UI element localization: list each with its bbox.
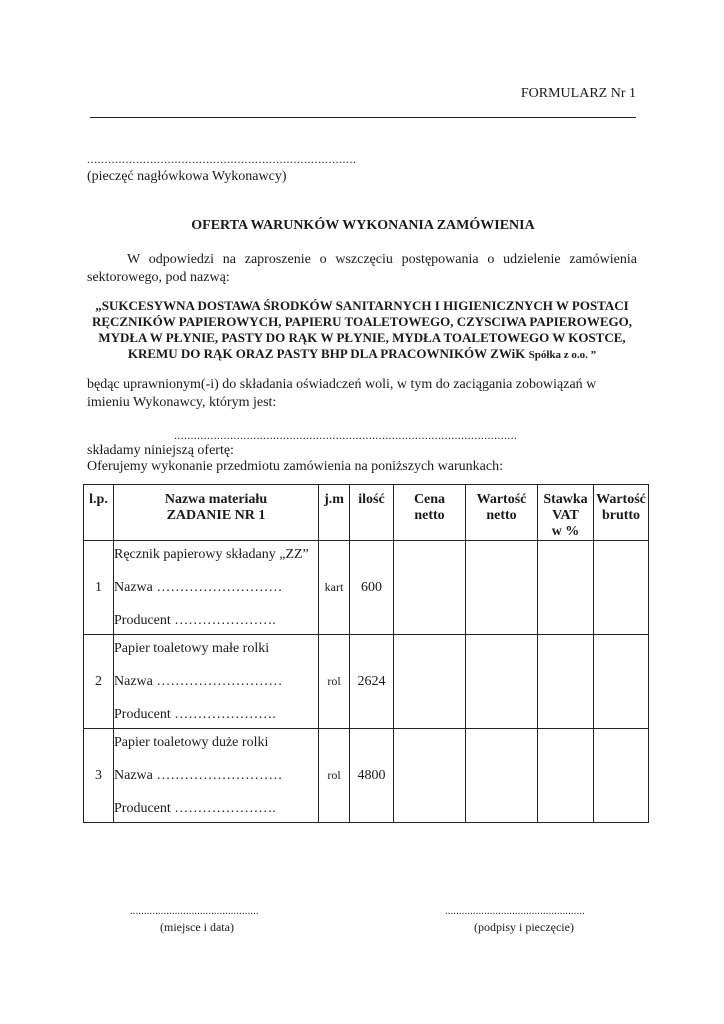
row-lp: 1	[84, 541, 114, 635]
header-material-name-line-2: ZADANIE NR 1	[166, 508, 266, 523]
authorization-paragraph: będąc uprawnionym(-i) do składania oświadczeń woli, w tym do zaciągania zobowiązań w imieniu Wykonawcy, którym jest:	[87, 377, 597, 410]
material-producer-field[interactable]: Producent ………………….	[114, 612, 276, 628]
signatures-dots: ..................................................	[445, 906, 585, 917]
row-net-value-cell[interactable]	[466, 729, 538, 823]
order-subject-line-4-company: Spółka z o.o. ”	[528, 349, 597, 361]
offer-conditions-text: Oferujemy wykonanie przedmiotu zamówienia na poniższych warunkach:	[87, 459, 503, 474]
submit-offer-text: składamy niniejszą ofertę:	[87, 443, 234, 458]
row-quantity: 600	[350, 541, 394, 635]
contractor-stamp-dots: .............................................................................	[87, 152, 357, 166]
row-gross-value-cell[interactable]	[594, 541, 649, 635]
row-material	[114, 635, 319, 729]
material-name-field[interactable]: Nazwa ………………………	[114, 767, 283, 783]
material-name: Papier toaletowy duże rolki	[114, 734, 269, 750]
row-gross-value-cell[interactable]	[594, 635, 649, 729]
row-vat-rate-cell[interactable]	[538, 635, 594, 729]
row-net-price-cell[interactable]	[394, 729, 466, 823]
row-gross-value-cell[interactable]	[594, 729, 649, 823]
header-vat-rate-line-3: w %	[551, 524, 580, 539]
header-net-price-line-1: Cena	[413, 492, 446, 507]
row-unit: rol	[319, 635, 350, 729]
header-material-name-line-1: Nazwa materiału	[164, 492, 268, 507]
row-material	[114, 541, 319, 635]
material-producer-field[interactable]: Producent ………………….	[114, 706, 276, 722]
header-net-value	[466, 485, 538, 541]
row-quantity: 4800	[350, 729, 394, 823]
header-net-price	[394, 485, 466, 541]
order-subject-line-4-main: KREMU DO RĄK ORAZ PASTY BHP DLA PRACOWNIKÓW ZWiK	[127, 346, 526, 361]
row-net-value-cell[interactable]	[466, 541, 538, 635]
header-vat-rate-line-1: Stawka	[543, 492, 588, 507]
material-name-field[interactable]: Nazwa ………………………	[114, 579, 283, 595]
form-number: FORMULARZ Nr 1	[520, 86, 636, 101]
row-net-price-cell[interactable]	[394, 635, 466, 729]
header-net-value-line-1: Wartość	[476, 492, 527, 507]
header-material-name	[114, 485, 319, 541]
header-net-price-line-2: netto	[414, 508, 445, 523]
material-name-field[interactable]: Nazwa ………………………	[114, 673, 283, 689]
row-quantity: 2624	[350, 635, 394, 729]
contractor-name-dots: ........................................................................................................	[174, 428, 518, 442]
row-material	[114, 729, 319, 823]
place-date-dots: ..............................................	[130, 906, 259, 917]
header-gross-value-line-2: brutto	[601, 508, 641, 523]
table-row	[84, 635, 649, 729]
row-vat-rate-cell[interactable]	[538, 541, 594, 635]
row-unit: kart	[319, 541, 350, 635]
row-unit: rol	[319, 729, 350, 823]
place-date-label: (miejsce i data)	[160, 920, 234, 934]
document-title: OFERTA WARUNKÓW WYKONANIA ZAMÓWIENIA	[191, 218, 535, 233]
order-subject-line-2: RĘCZNIKÓW PAPIEROWYCH, PAPIERU TOALETOWEGO, CZYSCIWA PAPIEROWEGO,	[91, 314, 633, 329]
offer-table	[83, 484, 649, 823]
header-quantity: ilość	[350, 485, 394, 541]
material-name: Ręcznik papierowy składany „ZZ”	[114, 546, 309, 562]
row-lp: 2	[84, 635, 114, 729]
header-unit: j.m	[319, 485, 350, 541]
material-name: Papier toaletowy małe rolki	[114, 640, 270, 656]
row-lp: 3	[84, 729, 114, 823]
header-vat-rate	[538, 485, 594, 541]
order-subject-line-3: MYDŁA W PŁYNIE, PASTY DO RĄK W PŁYNIE, MYDŁA TOALETOWEGO W KOSTCE,	[98, 330, 626, 345]
header-vat-rate-line-2: VAT	[552, 508, 579, 523]
header-divider	[90, 117, 636, 118]
table-row	[84, 729, 649, 823]
header-net-value-line-2: netto	[486, 508, 517, 523]
intro-paragraph: W odpowiedzi na zaproszenie o wszczęciu postępowania o udzielenie zamówienia sektorowego, pod nazwą:	[87, 252, 637, 285]
header-gross-value-line-1: Wartość	[596, 492, 646, 507]
table-row	[84, 541, 649, 635]
row-net-value-cell[interactable]	[466, 635, 538, 729]
row-vat-rate-cell[interactable]	[538, 729, 594, 823]
signatures-label: (podpisy i pieczęcie)	[474, 920, 574, 934]
table-header-row	[84, 485, 649, 541]
order-subject-line-4	[84, 346, 640, 363]
order-subject	[84, 298, 640, 363]
contractor-stamp-label: (pieczęć nagłówkowa Wykonawcy)	[87, 169, 287, 184]
header-gross-value	[594, 485, 649, 541]
order-subject-line-1: „SUKCESYWNA DOSTAWA ŚRODKÓW SANITARNYCH I HIGIENICZNYCH W POSTACI	[95, 298, 629, 313]
row-net-price-cell[interactable]	[394, 541, 466, 635]
header-lp: l.p.	[84, 485, 114, 541]
material-producer-field[interactable]: Producent ………………….	[114, 800, 276, 816]
